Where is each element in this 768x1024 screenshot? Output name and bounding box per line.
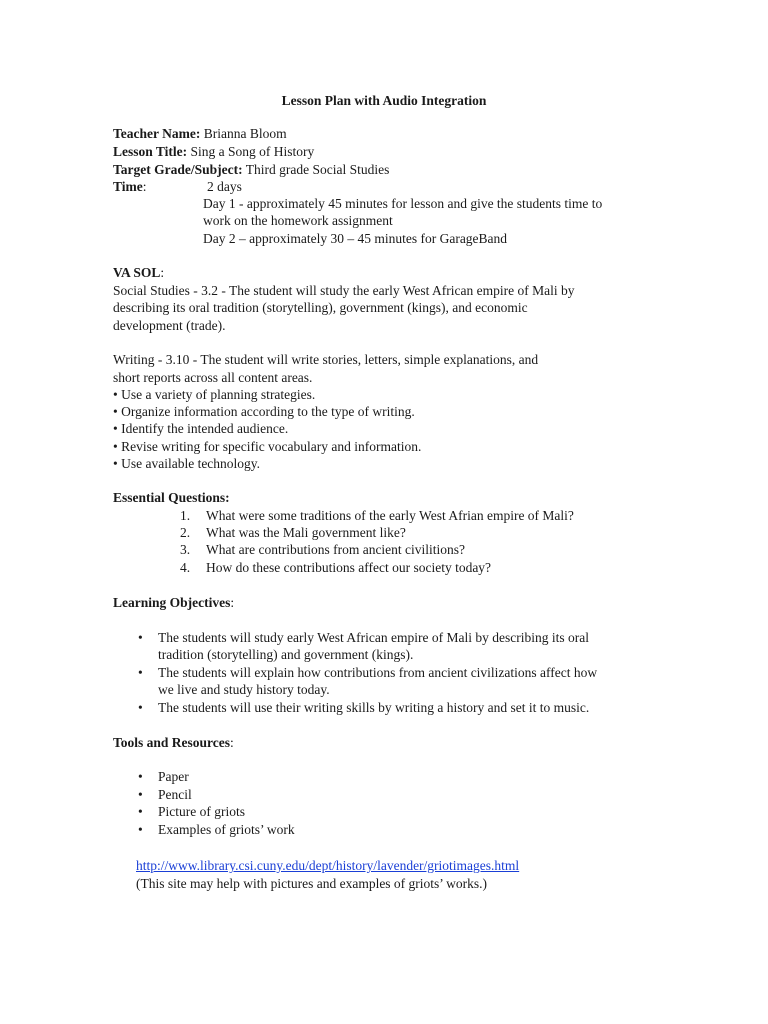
target-line — [113, 161, 389, 179]
sol-writing-bullet: • Organize information according to the type of writing. — [113, 404, 415, 419]
target-label: Target Grade/Subject: — [113, 162, 243, 177]
question-text: How do these contributions affect our society today? — [206, 560, 492, 575]
tools-colon: : — [230, 735, 234, 750]
lesson-value: Sing a Song of History — [190, 144, 315, 159]
objective-text: The students will use their writing skills by writing a history and set it to music. — [158, 700, 590, 715]
teacher-value: Brianna Bloom — [203, 126, 287, 141]
sol-social-line: describing its oral tradition (storytelling), government (kings), and economic — [113, 300, 528, 315]
objective-text: we live and study history today. — [158, 682, 330, 697]
objectives-colon: : — [230, 595, 235, 610]
sol-writing-line: short reports across all content areas. — [113, 370, 313, 385]
day2-line: Day 2 – approximately 30 – 45 minutes for GarageBand — [203, 231, 508, 246]
tool-text: Picture of griots — [158, 804, 245, 819]
bullet-icon: • — [138, 822, 143, 837]
day1-line1: Day 1 - approximately 45 minutes for lesson and give the students time to — [203, 196, 603, 211]
objective-text: The students will explain how contributions from ancient civilizations affect how — [158, 665, 598, 680]
sol-writing-bullet: • Use available technology. — [113, 456, 261, 471]
tool-text: Pencil — [158, 787, 192, 802]
time-label: Time — [113, 179, 143, 194]
sol-writing-line: Writing - 3.10 - The student will write stories, letters, simple explanations, and — [113, 352, 539, 367]
sol-social-line: development (trade). — [113, 318, 226, 333]
page-title: Lesson Plan with Audio Integration — [281, 93, 487, 108]
va-sol-label: VA SOL — [113, 265, 161, 280]
lesson-label: Lesson Title: — [113, 144, 188, 159]
question-text: What are contributions from ancient civilitions? — [206, 542, 466, 557]
bullet-icon: • — [138, 630, 143, 645]
objective-text: The students will study early West African empire of Mali by describing its oral — [158, 630, 589, 645]
teacher-label: Teacher Name: — [113, 126, 201, 141]
target-value: Third grade Social Studies — [245, 162, 390, 177]
sol-writing-bullet: • Use a variety of planning strategies. — [113, 387, 316, 402]
bullet-icon: • — [138, 804, 143, 819]
question-text: What was the Mali government like? — [206, 525, 406, 540]
question-number: 2. — [180, 525, 191, 540]
griot-images-link[interactable]: http://www.library.csi.cuny.edu/dept/history/lavender/griotimages.html — [136, 858, 520, 873]
learning-objectives-heading — [113, 594, 234, 612]
va-sol-heading — [113, 264, 164, 282]
link-note: (This site may help with pictures and examples of griots’ works.) — [136, 876, 488, 891]
bullet-icon: • — [138, 665, 143, 680]
objective-text: tradition (storytelling) and government (kings). — [158, 647, 414, 662]
essential-questions-heading: Essential Questions: — [113, 490, 230, 505]
question-number: 4. — [180, 560, 191, 575]
tools-label: Tools and Resources — [113, 735, 231, 750]
day1-line2: work on the homework assignment — [203, 213, 393, 228]
question-number: 1. — [180, 508, 191, 523]
tool-text: Paper — [158, 769, 189, 784]
sol-writing-bullet: • Revise writing for specific vocabulary and information. — [113, 439, 422, 454]
question-number: 3. — [180, 542, 191, 557]
teacher-name-line — [113, 125, 287, 143]
time-colon: : — [142, 179, 147, 194]
va-sol-colon: : — [160, 265, 165, 280]
sol-writing-bullet: • Identify the intended audience. — [113, 421, 289, 436]
bullet-icon: • — [138, 769, 143, 784]
question-text: What were some traditions of the early West Afrian empire of Mali? — [206, 508, 574, 523]
lesson-title-line — [113, 143, 314, 161]
time-line — [113, 178, 147, 196]
tool-text: Examples of griots’ work — [158, 822, 295, 837]
tools-resources-heading — [113, 734, 234, 752]
time-value: 2 days — [207, 179, 242, 194]
objectives-label: Learning Objectives — [113, 595, 231, 610]
sol-social-line: Social Studies - 3.2 - The student will study the early West African empire of Mali by — [113, 283, 575, 298]
bullet-icon: • — [138, 700, 143, 715]
bullet-icon: • — [138, 787, 143, 802]
